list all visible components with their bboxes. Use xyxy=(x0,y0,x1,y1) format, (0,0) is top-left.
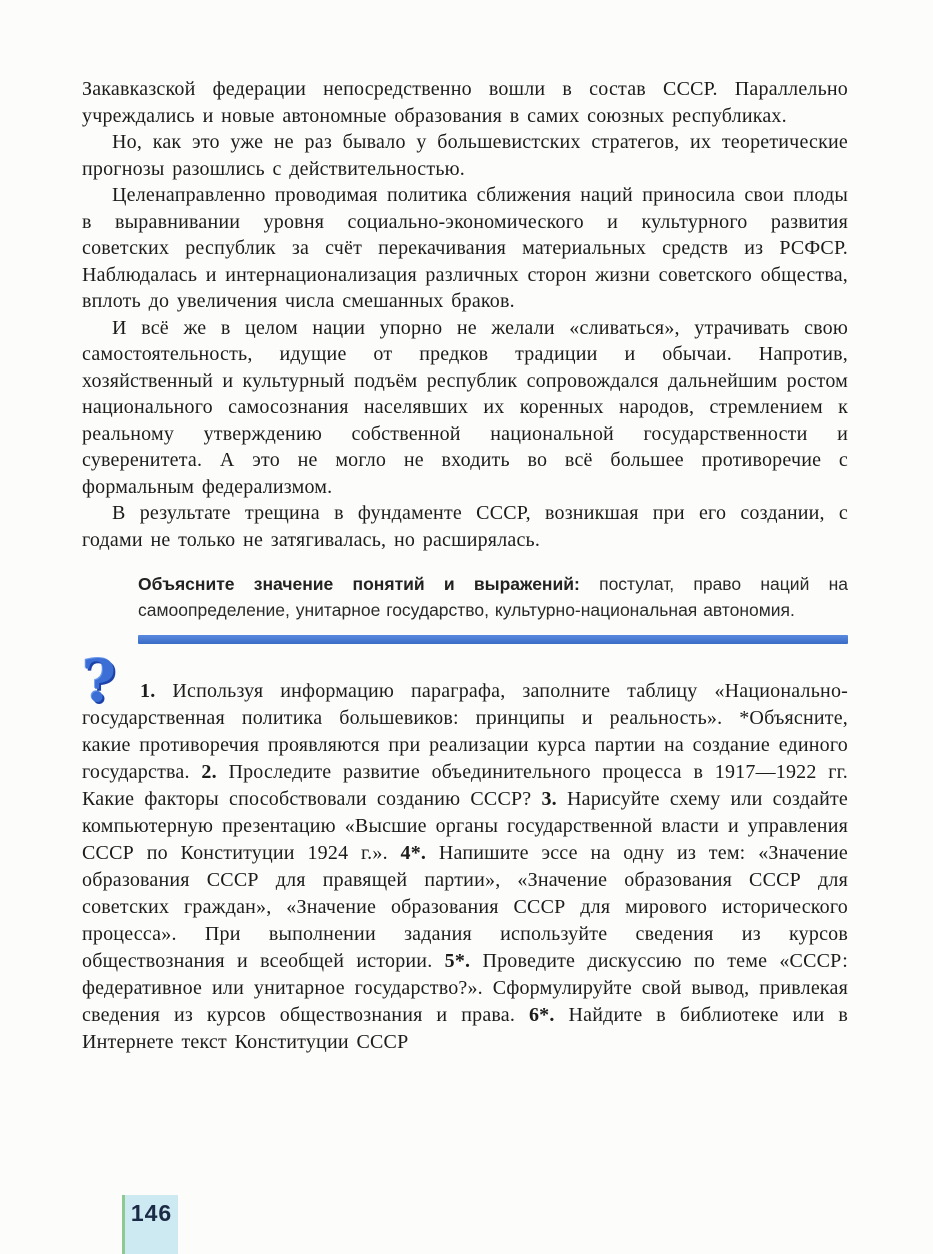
concepts-heading: Объясните значение понятий и выражений: xyxy=(138,574,580,594)
question-number: 1. xyxy=(140,680,156,702)
question-text: Проследите развитие объединительного процесса в 1917—1922 гг. Какие факторы способствовали созданию СССР? xyxy=(82,761,848,810)
paragraph: В результате трещина в фундаменте СССР, возникшая при его создании, с годами не только не затягивалась, но расширялась. xyxy=(82,502,848,551)
question-text: Найдите в библиотеке или в Интернете текст Конституции СССР xyxy=(82,1004,848,1053)
question-number: 5*. xyxy=(444,950,471,972)
question-number: 6*. xyxy=(528,1004,555,1026)
question-text: Напишите эссе на одну из тем: «Значение образования СССР для правящей партии», «Значение образования СССР для советских граждан», «Значение образования СССР для мирового исторического процесса». При выполнении задания используйте сведения из курсов обществознания и всеобщей истории. xyxy=(82,842,849,972)
question-number: 3. xyxy=(541,788,557,810)
paragraph: Закавказской федерации непосредственно вошли в состав СССР. Параллельно учреждались и новые автономные образования в самих союзных республиках. xyxy=(82,78,848,127)
questions-section xyxy=(82,647,849,1056)
question-text: Нарисуйте схему или создайте компьютерную презентацию «Высшие органы государственной власти и управления СССР по Конституции 1924 г.». xyxy=(82,788,849,864)
main-text xyxy=(82,76,848,553)
paragraph: Целенаправленно проводимая политика сближения наций приносила свои плоды в выравнивании уровня социально-экономического и культурного развития советских республик за счёт перекачивания материальных средств из РСФСР. Наблюдалась и интернационализация различных сторон жизни советского общества, вплоть до увеличения числа смешанных браков. xyxy=(82,184,848,312)
concepts-terms: постулат, право наций на самоопределение, унитарное государство, культурно-национальная автономия. xyxy=(138,574,848,620)
question-number: 4*. xyxy=(400,842,427,864)
question-mark-icon: ? xyxy=(82,647,116,715)
paragraph: Но, как это уже не раз бывало у большевистских стратегов, их теоретические прогнозы разошлись с действительностью. xyxy=(82,131,848,180)
concepts-box xyxy=(138,571,848,623)
questions-paragraph xyxy=(82,678,848,1056)
section-divider-bar xyxy=(138,635,848,644)
paragraph: И всё же в целом нации упорно не желали «сливаться», утрачивать свою самостоятельность, идущие от предков традиции и обычаи. Напротив, хозяйственный и культурный подъём республик сопровождался дальнейшим ростом национального самосознания населявших их коренных народов, стремлением к реальному утверждению собственной национальной государственности и суверенитета. А это не могло не входить во всё большее противоречие с формальным федерализмом. xyxy=(82,316,848,498)
page-number-box xyxy=(122,1195,178,1254)
page-content xyxy=(82,76,848,1056)
question-number: 2. xyxy=(201,761,217,783)
question-text: Проведите дискуссию по теме «СССР: федеративное или унитарное государство?». Сформулируйте свой вывод, привлекая сведения из курсов обществознания и права. xyxy=(82,950,848,1026)
question-text: Используя информацию параграфа, заполните таблицу «Национально-государственная политика большевиков: принципы и реальность». *Объясните, какие противоречия проявляются при реализации курса партии на создание единого государства. xyxy=(82,680,849,783)
page-number: 146 xyxy=(130,1200,173,1226)
